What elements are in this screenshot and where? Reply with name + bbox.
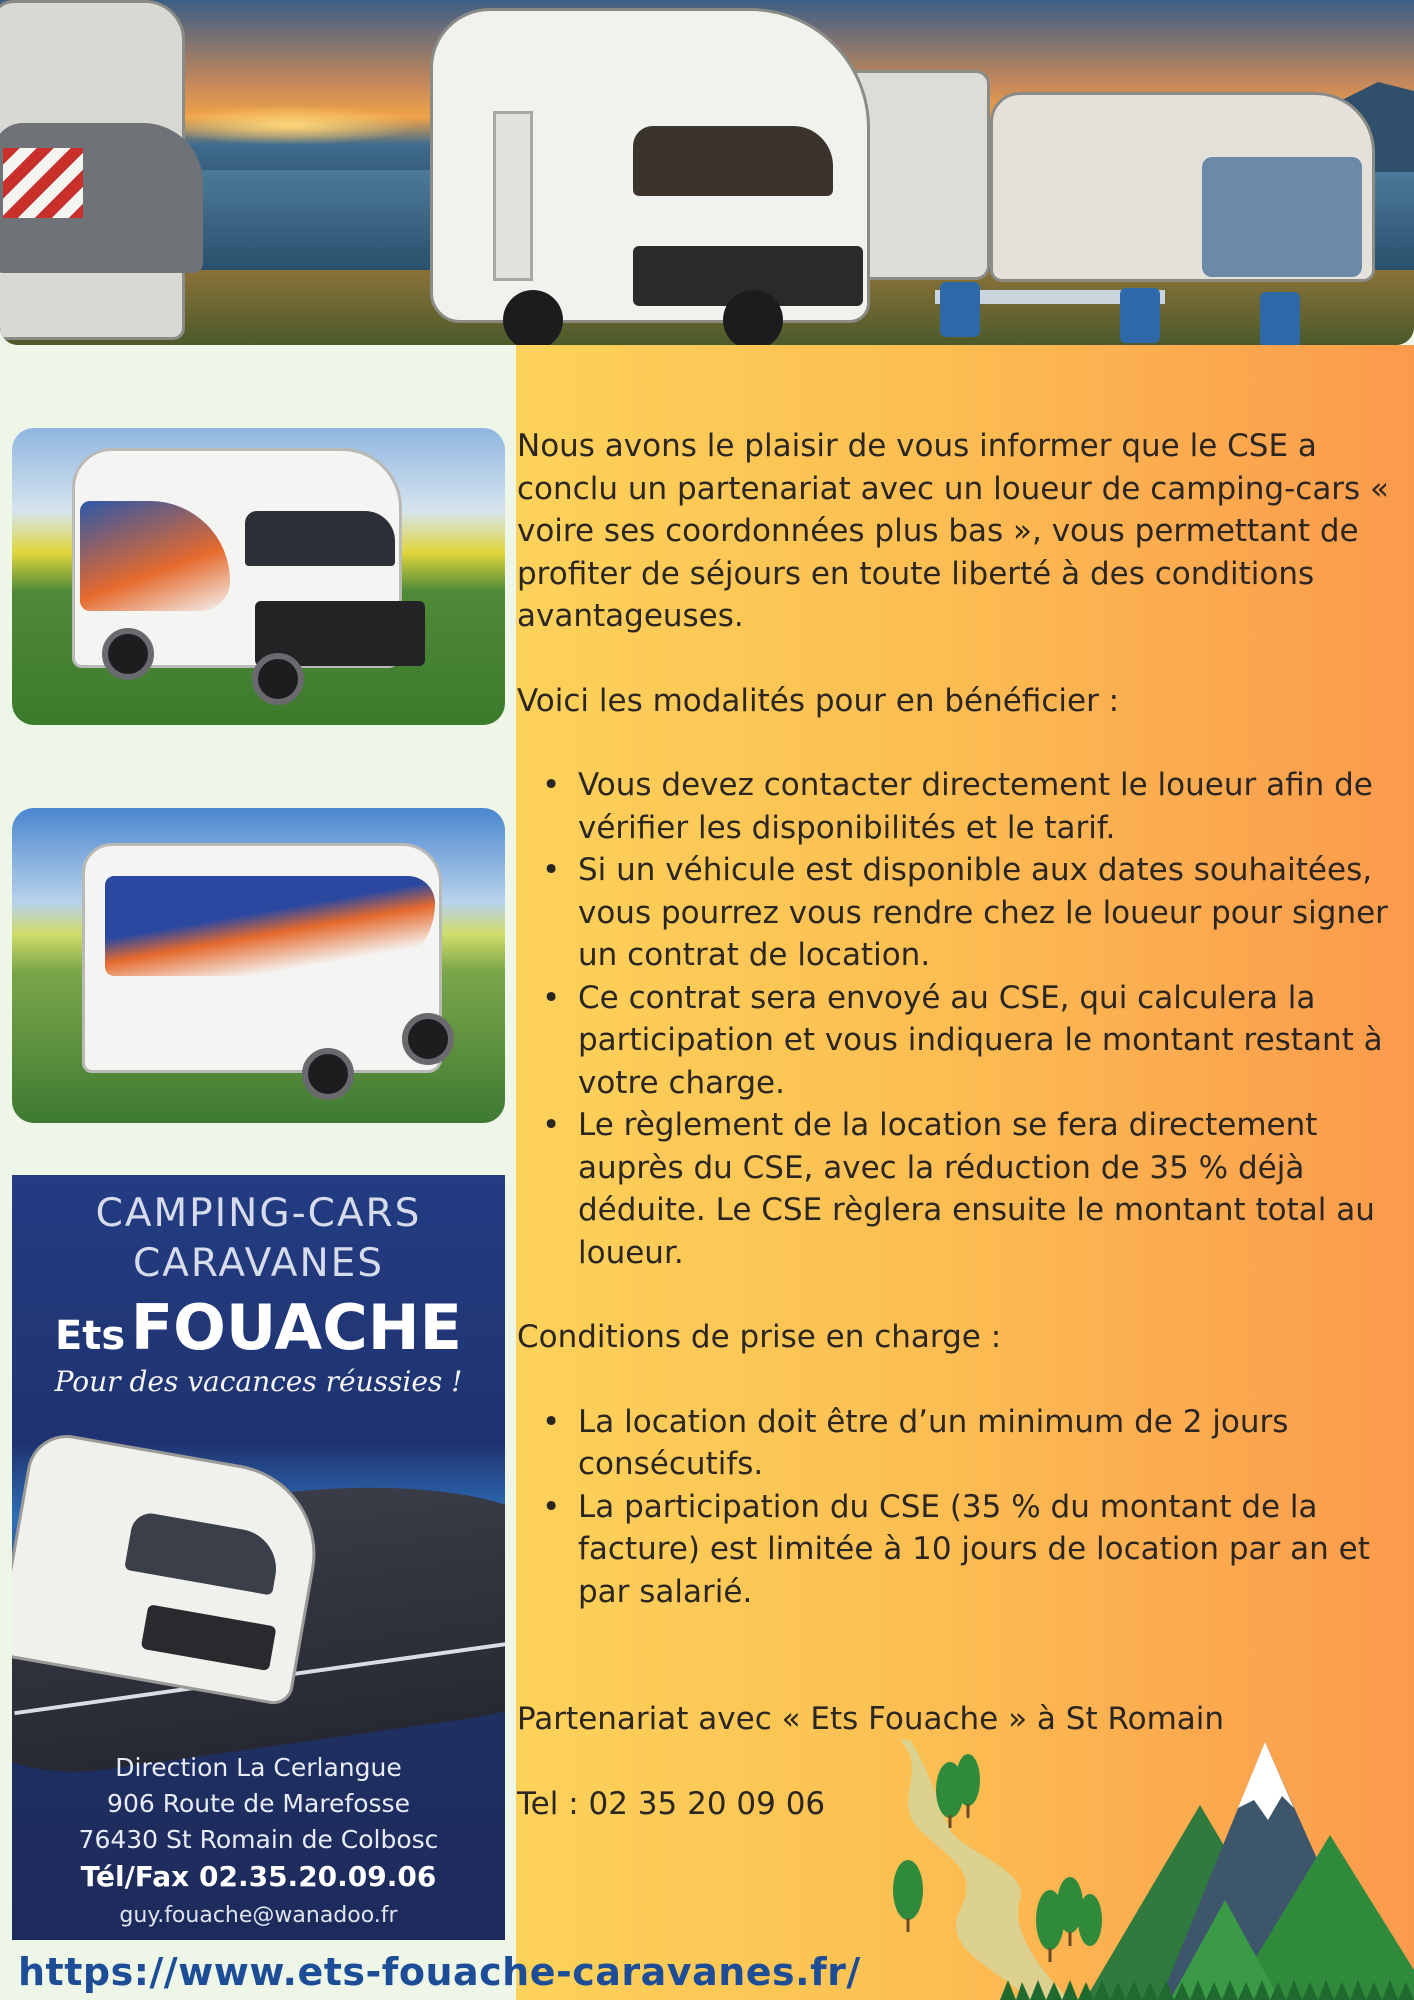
card-email[interactable]: guy.fouache@wanadoo.fr: [119, 1903, 398, 1928]
sunset-glow: [160, 105, 420, 145]
camp-chair: [940, 282, 980, 337]
camp-chair: [1120, 288, 1160, 343]
camper-photo-rear: [12, 808, 505, 1123]
card-line-camping-cars: CAMPING-CARS: [95, 1191, 422, 1236]
list-item: • Si un véhicule est disponible aux dates souhaitées, vous pourrez vous rendre chez le loueur pour signer un contrat de location.: [578, 849, 1397, 977]
website-link[interactable]: https://www.ets-fouache-caravanes.fr/: [18, 1950, 861, 1994]
camper-left: [0, 0, 185, 340]
business-card: [12, 1175, 505, 1940]
card-address-line-2: 906 Route de Marefosse: [107, 1789, 410, 1818]
card-tagline: Pour des vacances réussies !: [54, 1365, 463, 1398]
camp-chair: [1260, 292, 1300, 345]
card-brand-name: FOUACHE: [130, 1291, 463, 1364]
card-address-line-1: Direction La Cerlangue: [115, 1753, 402, 1782]
phone-line: Tel : 02 35 20 09 06: [517, 1785, 826, 1822]
modalities-list: [517, 764, 1397, 1274]
list-item: • La participation du CSE (35 % du montant de la facture) est limitée à 10 jours de location par an et par salarié.: [578, 1486, 1397, 1614]
card-camper-image: [12, 1429, 330, 1708]
list-item: • Vous devez contacter directement le loueur afin de vérifier les disponibilités et le tarif.: [578, 764, 1397, 849]
main-text: [517, 425, 1397, 1825]
winding-path: [900, 1740, 1070, 2000]
intro-paragraph: Nous avons le plaisir de vous informer que le CSE a conclu un partenariat avec un loueur de camping-cars « voire ses coordonnées plus bas », vous permettant de profiter de séjours en toute liberté à des conditions avantageuses.: [517, 428, 1390, 634]
conditions-heading: Conditions de prise en charge :: [517, 1319, 1002, 1355]
card-line-caravanes: CARAVANES: [132, 1241, 385, 1286]
camper-center: [430, 8, 870, 323]
card-brand-prefix: Ets: [54, 1313, 126, 1359]
hero-banner-image: [0, 0, 1414, 345]
list-item: • Ce contrat sera envoyé au CSE, qui calculera la participation et vous indiquera le montant restant à votre charge.: [578, 977, 1397, 1105]
mountain-landscape-illustration: [870, 1730, 1414, 2000]
conditions-list: [517, 1401, 1397, 1614]
camper-right: [990, 92, 1375, 282]
card-telfax: Tél/Fax 02.35.20.09.06: [80, 1860, 437, 1893]
partnership-line: Partenariat avec « Ets Fouache » à St Romain: [517, 1701, 1225, 1737]
list-item: • Le règlement de la location se fera directement auprès du CSE, avec la réduction de 35 % déjà déduite. Le CSE règlera ensuite le montant total au loueur.: [578, 1104, 1397, 1274]
list-item: • La location doit être d’un minimum de 2 jours consécutifs.: [578, 1401, 1397, 1486]
camper-photo-front: [12, 428, 505, 725]
modalities-heading: Voici les modalités pour en bénéficier :: [517, 682, 1120, 719]
card-address-line-3: 76430 St Romain de Colbosc: [78, 1825, 439, 1854]
